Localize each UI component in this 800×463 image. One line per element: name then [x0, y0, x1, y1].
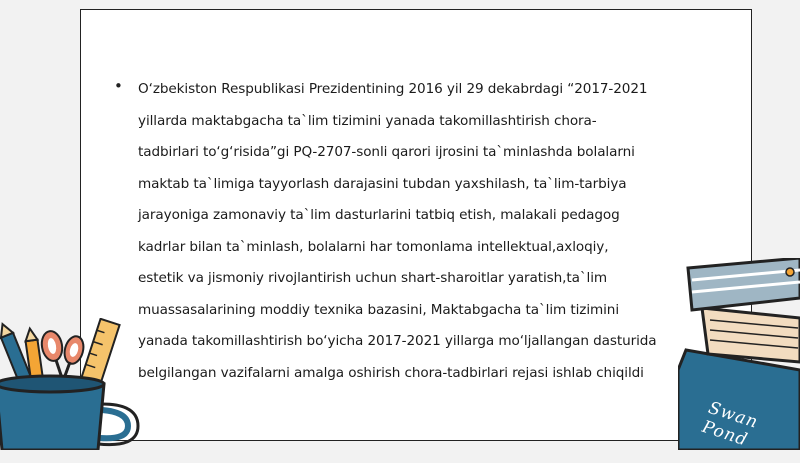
bullet-paragraph — [114, 74, 689, 389]
paragraph-line: jarayoniga zamonaviy ta`lim dasturlarini tatbiq etish, malakali pedagog — [138, 207, 620, 223]
paragraph-line: yanada takomillashtirish bo‘yicha 2017-2021 yillarga mo‘ljallangan dasturida — [138, 333, 657, 349]
paragraph-line: estetik va jismoniy rivojlantirish uchun shart-sharoitlar yaratish,ta`lim — [138, 270, 608, 286]
paragraph-line: yillarda maktabgacha ta`lim tizimini yanada takomillashtirish chora- — [138, 112, 597, 129]
paragraph-line: tadbirlari to‘g‘risida”gi PQ-2707-sonli qarori ijrosini ta`minlashda bolalarni — [138, 144, 635, 160]
brand-watermark: Swan Pond — [699, 398, 761, 451]
paragraph-line: belgilangan vazifalarni amalga oshirish chora-tadbirlari rejasi ishlab chiqildi — [138, 364, 644, 381]
paragraph-line: muassasalarining moddiy texnika bazasini, Maktabgacha ta`lim tizimini — [138, 301, 620, 318]
paragraph-line: O‘zbekiston Respublikasi Prezidentining 2016 yil 29 dekabrdagi “2017-2021 — [138, 81, 648, 97]
paragraph-line: maktab ta`limiga tayyorlash darajasini tubdan yaxshilash, ta`lim-tarbiya — [138, 175, 627, 192]
bullet-item — [114, 74, 689, 389]
paragraph-line: kadrlar bilan ta`minlash, bolalarni har tomonlama intellektual,axloqiy, — [138, 238, 609, 255]
bullet-marker: • — [114, 77, 123, 95]
cup-with-supplies-icon — [0, 318, 150, 450]
